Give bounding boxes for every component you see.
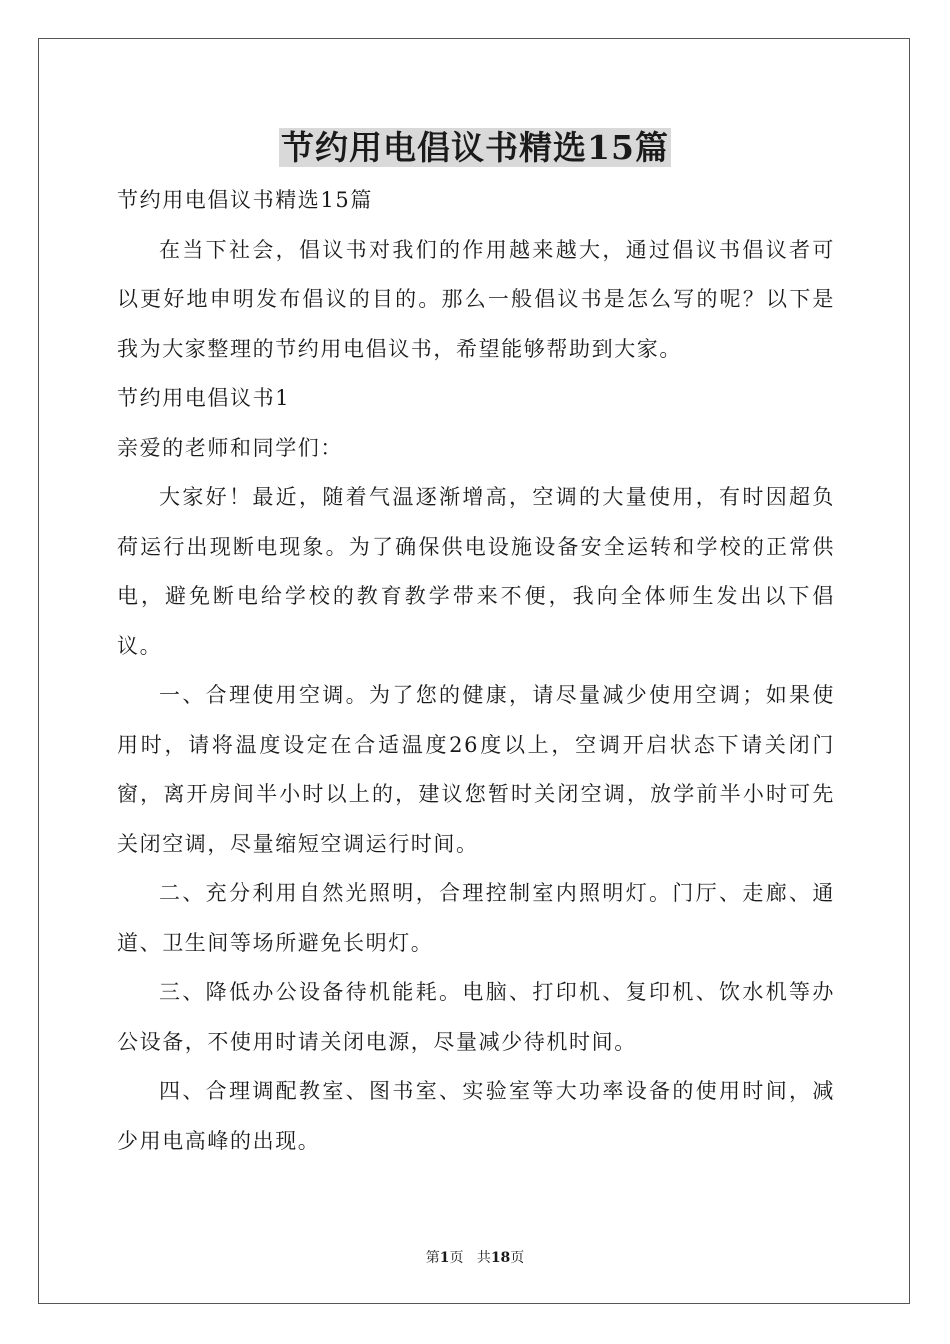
page-unit: 页 <box>449 1250 464 1266</box>
document-title <box>0 124 950 172</box>
body-paragraph-greeting: 大家好！最近，随着气温逐渐增高，空调的大量使用，有时因超负荷运行出现断电现象。为了确保供电设施设备安全运转和学校的正常供电，避免断电给学校的教育教学带来不便，我向全体师生发出以下倡议。 <box>117 485 835 658</box>
body-paragraph-item-3: 三、降低办公设备待机能耗。电脑、打印机、复印机、饮水机等办公设备，不使用时请关闭电源，尽量减少待机时间。 <box>117 980 835 1054</box>
document-body <box>117 176 835 1166</box>
page-current: 1 <box>439 1250 450 1266</box>
page-total: 18 <box>490 1250 511 1266</box>
salutation: 亲爱的老师和同学们： <box>117 435 343 460</box>
document-subtitle: 节约用电倡议书精选15篇 <box>117 188 373 212</box>
intro-paragraph: 在当下社会，倡议书对我们的作用越来越大，通过倡议书倡议者可以更好地申明发布倡议的目的。那么一般倡议书是怎么写的呢？以下是我为大家整理的节约用电倡议书，希望能够帮助到大家。 <box>117 237 835 361</box>
body-paragraph-item-2: 二、充分利用自然光照明，合理控制室内照明灯。门厅、走廊、通道、卫生间等场所避免长明灯。 <box>117 881 835 955</box>
body-paragraph-item-1: 一、合理使用空调。为了您的健康，请尽量减少使用空调；如果使用时，请将温度设定在合适温度26度以上，空调开启状态下请关闭门窗，离开房间半小时以上的，建议您暂时关闭空调，放学前半小时可先关闭空调，尽量缩短空调运行时间。 <box>117 683 835 856</box>
page-footer <box>0 1248 950 1268</box>
body-paragraph-item-4: 四、合理调配教室、图书室、实验室等大功率设备的使用时间，减少用电高峰的出现。 <box>117 1079 835 1153</box>
total-unit: 页 <box>510 1250 525 1266</box>
total-prefix: 共 <box>476 1250 491 1266</box>
page-prefix: 第 <box>425 1250 440 1266</box>
document-title-text: 节约用电倡议书精选15篇 <box>281 128 669 167</box>
section-heading: 节约用电倡议书1 <box>117 386 291 410</box>
